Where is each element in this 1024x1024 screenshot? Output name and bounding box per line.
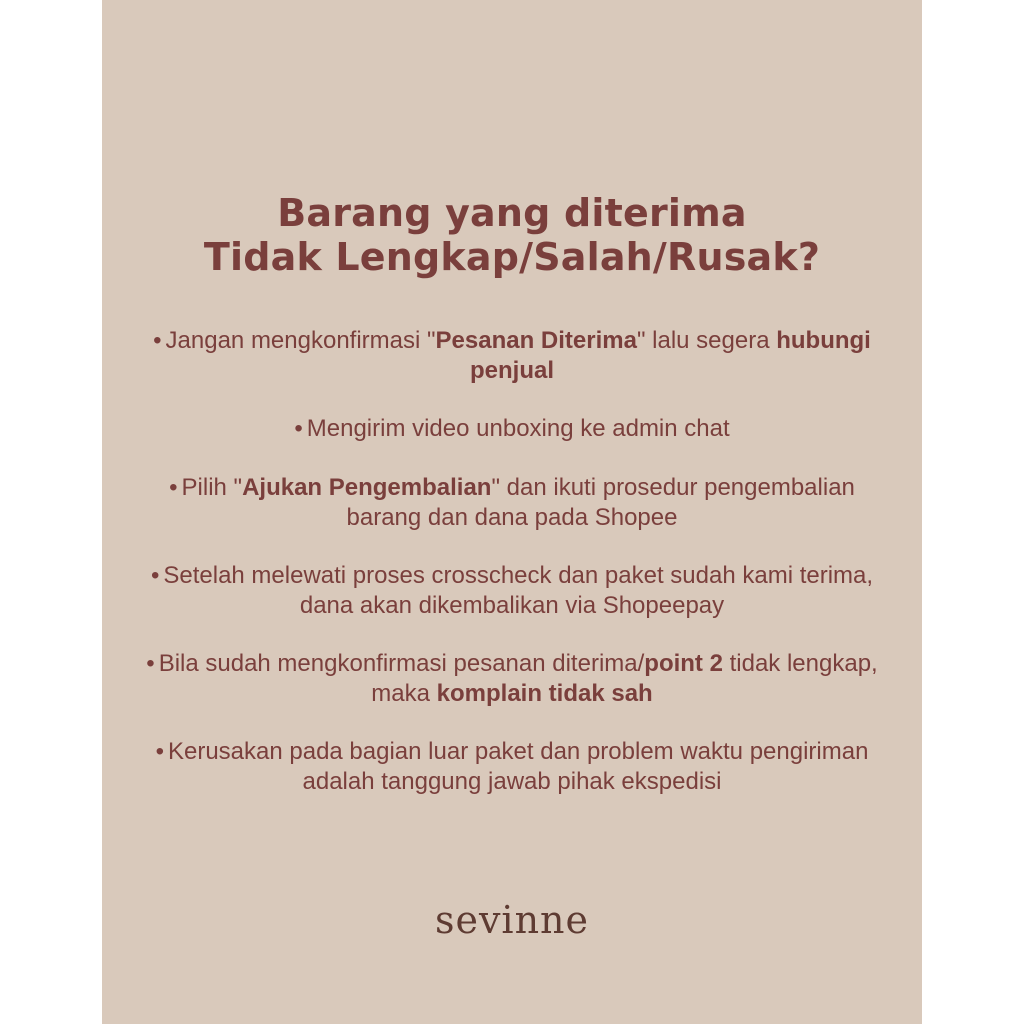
item-text: Setelah melewati proses crosscheck dan paket sudah kami terima, dana akan dikembalikan via Shopeepay bbox=[163, 562, 874, 619]
item-bold-text: hubungi penjual bbox=[469, 327, 871, 384]
instruction-list bbox=[142, 326, 882, 825]
bullet-dot: • bbox=[150, 562, 160, 589]
info-card bbox=[102, 0, 922, 1024]
item-text: Mengirim video unboxing ke admin chat bbox=[306, 415, 730, 442]
item-bold-text: komplain tidak sah bbox=[436, 680, 653, 707]
item-text: Bila sudah mengkonfirmasi pesanan diterima/ bbox=[158, 650, 645, 677]
item-text: " dan ikuti prosedur pengembalian barang dan dana pada Shopee bbox=[346, 474, 855, 531]
item-bold-text: point 2 bbox=[644, 650, 723, 677]
list-item bbox=[142, 326, 882, 386]
item-text: Jangan mengkonfirmasi " bbox=[165, 327, 436, 354]
title-line-1: Barang yang diterima bbox=[277, 191, 747, 236]
brand-logo: sevinne bbox=[434, 898, 590, 942]
list-item bbox=[142, 737, 882, 797]
list-item bbox=[142, 414, 882, 444]
bullet-dot: • bbox=[153, 327, 162, 354]
item-text: " lalu segera bbox=[636, 327, 777, 354]
item-text: Kerusakan pada bagian luar paket dan problem waktu pengiriman adalah tanggung jawab pihak ekspedisi bbox=[167, 738, 869, 795]
item-bold-text: Ajukan Pengembalian bbox=[242, 474, 492, 501]
bullet-dot: • bbox=[169, 474, 178, 501]
page-title bbox=[102, 191, 922, 279]
list-item bbox=[142, 561, 882, 621]
item-text: Pilih " bbox=[181, 474, 243, 501]
title-line-2: Tidak Lengkap/Salah/Rusak? bbox=[203, 235, 821, 280]
bullet-dot: • bbox=[146, 650, 155, 677]
item-text: tidak lengkap, maka bbox=[371, 650, 878, 707]
list-item bbox=[142, 649, 882, 709]
bullet-dot: • bbox=[294, 415, 303, 442]
item-bold-text: Pesanan Diterima bbox=[435, 327, 637, 354]
bullet-dot: • bbox=[155, 738, 164, 765]
list-item bbox=[142, 473, 882, 533]
